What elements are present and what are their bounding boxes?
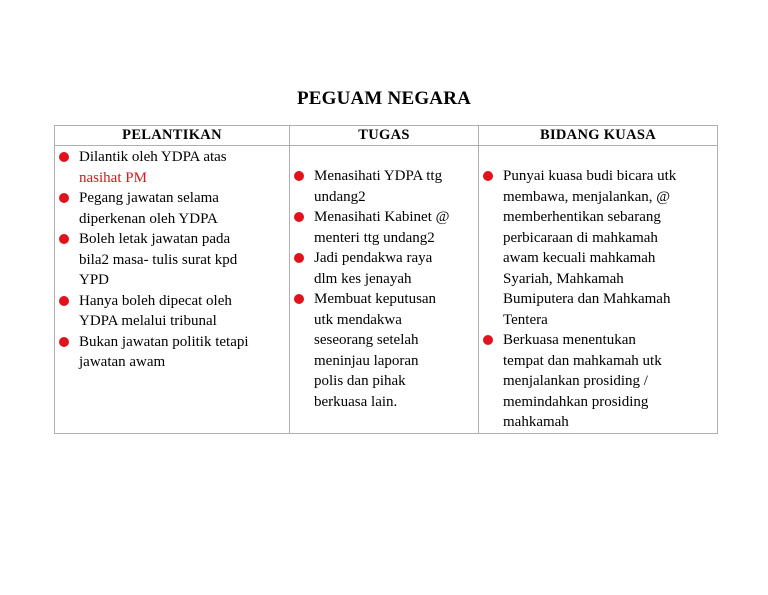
red-dot-bullet-icon	[483, 171, 493, 181]
list-item-line: berkuasa lain.	[314, 393, 398, 410]
tugas-cell	[290, 146, 479, 434]
red-dot-bullet-icon	[294, 294, 304, 304]
list-item-line: bila2 masa- tulis surat kpd	[79, 251, 238, 268]
list-item	[503, 330, 717, 433]
list-item-line: memindahkan prosiding	[503, 393, 649, 410]
list-item-line: dlm kes jenayah	[314, 270, 412, 287]
list-item	[314, 248, 476, 289]
list-item-line: membawa, menjalankan, @	[503, 188, 671, 205]
list-item-line: awam kecuali mahkamah	[503, 250, 656, 266]
list-item-line: meninjau laporan	[314, 352, 419, 369]
list-item	[79, 147, 287, 188]
list-item-line: undang2	[314, 188, 366, 205]
table-row	[55, 146, 718, 434]
list-item-line: memberhentikan sebarang	[503, 209, 661, 225]
list-item-line: Hanya boleh dipecat oleh	[79, 292, 232, 309]
pelantikan-list	[55, 146, 289, 373]
list-item	[314, 166, 476, 207]
list-item-line: mahkamah	[503, 414, 569, 430]
list-item-line: Membuat keputusan	[314, 291, 437, 307]
list-item-line: Bumiputera dan Mahkamah	[503, 291, 671, 307]
list-item-line: menteri ttg undang2	[314, 229, 435, 246]
list-item-line: Menasihati Kabinet @	[314, 209, 450, 225]
tugas-list	[290, 146, 478, 412]
list-item	[79, 332, 287, 373]
list-item-line: perbicaraan di mahkamah	[503, 229, 658, 246]
list-item-line: utk mendakwa	[314, 311, 402, 328]
list-item	[79, 291, 287, 332]
list-item-line: Menasihati YDPA ttg	[314, 168, 443, 184]
header-tugas: TUGAS	[290, 126, 479, 146]
list-item-line: jawatan awam	[79, 354, 166, 370]
pelantikan-cell	[55, 146, 290, 434]
red-dot-bullet-icon	[294, 212, 304, 222]
red-dot-bullet-icon	[59, 152, 69, 162]
list-item-line: Pegang jawatan selama	[79, 190, 219, 206]
red-dot-bullet-icon	[59, 337, 69, 347]
peguam-negara-table	[54, 125, 718, 434]
red-dot-bullet-icon	[483, 335, 493, 345]
list-item-line: diperkenan oleh YDPA	[79, 210, 218, 227]
bidang-kuasa-cell	[479, 146, 718, 434]
list-item-line: Bukan jawatan politik tetapi	[79, 333, 249, 350]
red-dot-bullet-icon	[59, 234, 69, 244]
list-item-line: tempat dan mahkamah utk	[503, 352, 662, 369]
list-item	[503, 166, 717, 330]
header-pelantikan: PELANTIKAN	[55, 126, 290, 146]
list-item-line: Boleh letak jawatan pada	[79, 231, 231, 247]
red-dot-bullet-icon	[294, 253, 304, 263]
list-item-line: Tentera	[503, 311, 548, 328]
list-item-line: YPD	[79, 272, 110, 288]
list-item	[314, 289, 476, 412]
list-item	[79, 188, 287, 229]
list-item-line-highlight: nasihat PM	[79, 169, 147, 186]
table-header-row	[55, 126, 718, 146]
red-dot-bullet-icon	[294, 171, 304, 181]
bidang-kuasa-list	[479, 146, 717, 433]
list-item-line: seseorang setelah	[314, 332, 419, 348]
list-item-line: menjalankan prosiding /	[503, 373, 648, 389]
list-item-line: Jadi pendakwa raya	[314, 250, 433, 266]
list-item-line: YDPA melalui tribunal	[79, 313, 217, 329]
red-dot-bullet-icon	[59, 193, 69, 203]
list-item-line: Dilantik oleh YDPA atas	[79, 149, 227, 165]
list-item-line: Syariah, Mahkamah	[503, 270, 624, 287]
list-item-line: Berkuasa menentukan	[503, 332, 636, 348]
red-dot-bullet-icon	[59, 296, 69, 306]
page-title: PEGUAM NEGARA	[296, 88, 472, 109]
list-item	[314, 207, 476, 248]
list-item-line: Punyai kuasa budi bicara utk	[503, 168, 677, 184]
header-bidang-kuasa: BIDANG KUASA	[479, 126, 718, 146]
list-item	[79, 229, 287, 291]
list-item-line: polis dan pihak	[314, 373, 406, 389]
